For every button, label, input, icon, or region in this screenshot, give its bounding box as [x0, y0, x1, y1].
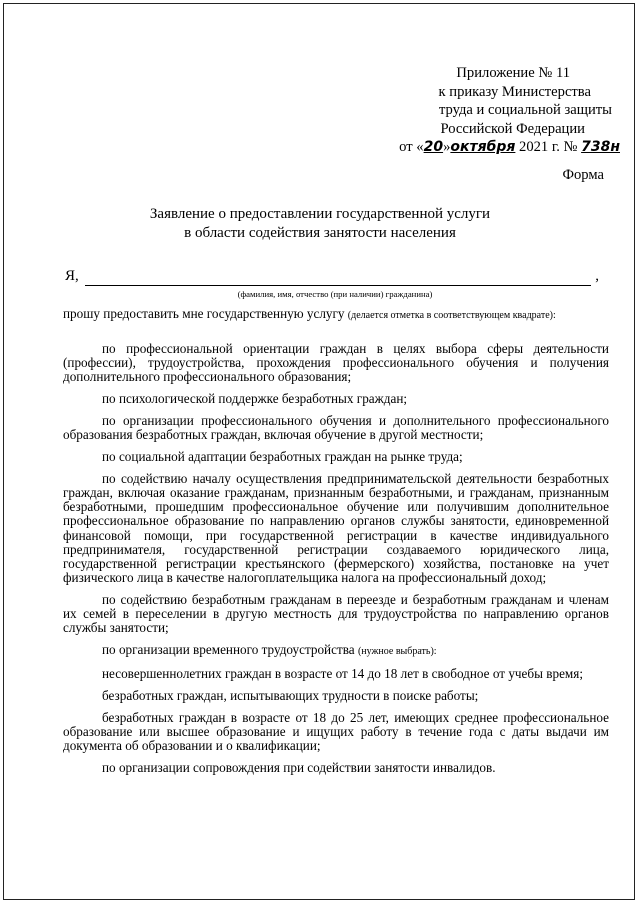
- service-option[interactable]: [63, 761, 609, 775]
- service-option-text: по социальной адаптации безработных граждан на рынке труда;: [102, 449, 463, 464]
- applicant-name-field[interactable]: [85, 285, 591, 286]
- service-option[interactable]: [63, 472, 609, 586]
- service-option[interactable]: [63, 593, 609, 636]
- service-option-note: (нужное выбрать):: [357, 646, 437, 658]
- service-option-text: несовершеннолетних граждан в возрасте от 14 до 18 лет в свободное от учебы время;: [102, 666, 584, 682]
- service-option[interactable]: [63, 667, 609, 681]
- service-option[interactable]: [63, 643, 609, 659]
- service-option-text: по содействию началу осуществления предпринимательской деятельности безработных граждан, включая оказание гражданам, признанным безработными, и гражданам, признанным безработными, прошедшим профессиональное обучение или получившим дополнительное профессиональное образование по направлению органов службы занятости, единовременной финансовой помощи, при государственной регистрации в качестве индивидуального предпринимателя, государственной регистрации создаваемого юридического лица, государственной регистрации крестьянского (фермерского) хозяйства, постановке на учет физического лица в качестве налогоплательщика налога на профессиональный доход;: [63, 470, 609, 586]
- applicant-suffix: ,: [595, 268, 599, 284]
- applicant-caption: (фамилия, имя, отчество (при наличии) гражданина): [237, 289, 433, 299]
- appendix-line: труда и социальной защиты: [438, 102, 612, 118]
- appendix-line: Российской Федерации: [440, 120, 585, 137]
- appendix-line: к приказу Министерства: [438, 83, 591, 100]
- service-options-list: [63, 342, 609, 783]
- service-option-text: безработных граждан, испытывающих трудности в поиске работы;: [102, 687, 479, 703]
- service-option-text: по организации временного трудоустройства: [102, 642, 358, 658]
- title-line: Заявление о предоставлении государственной услуги: [149, 206, 491, 222]
- appendix-line: Приложение № 11: [456, 65, 570, 81]
- document-title: [0, 205, 640, 242]
- service-option-text: по организации профессионального обучения и дополнительного профессионального образования безработных граждан, включая обучение в другой местности;: [63, 413, 609, 443]
- date-year: 2021 г. №: [515, 139, 582, 155]
- handwritten-month: октября: [450, 139, 516, 155]
- handwritten-day: 20: [423, 139, 444, 155]
- service-option[interactable]: [63, 414, 609, 442]
- request-text: прошу предоставить мне государственную услугу: [63, 306, 348, 321]
- request-line: [63, 306, 623, 322]
- service-option[interactable]: [63, 711, 609, 754]
- date-prefix: от «: [399, 139, 424, 155]
- title-line: в области содействия занятости населения: [184, 224, 456, 241]
- date-mid: »: [443, 139, 451, 155]
- service-option[interactable]: [63, 342, 609, 385]
- applicant-name-row: [65, 268, 605, 290]
- order-date-line: [330, 138, 620, 157]
- service-option-text: по организации сопровождения при содействии занятости инвалидов.: [102, 759, 496, 775]
- service-option-text: безработных граждан в возрасте от 18 до 25 лет, имеющих среднее профессиональное образование или высшее образование и ищущих работу в течение года с даты выдачи им документа об образовании и о квалификации;: [63, 709, 609, 754]
- service-option-text: по психологической поддержке безработных граждан;: [102, 391, 408, 407]
- handwritten-number: 738н: [581, 139, 620, 155]
- service-option[interactable]: [63, 689, 609, 703]
- service-option-text: по профессиональной ориентации граждан в целях выбора сферы деятельности (профессии), трудоустройства, прохождения профессионального обучения и получения дополнительного профессионального образования;: [63, 341, 609, 385]
- applicant-prefix: Я,: [65, 268, 79, 284]
- appendix-block: [330, 64, 620, 157]
- request-note: (делается отметка в соответствующем квадрате):: [347, 310, 556, 321]
- service-option[interactable]: [63, 450, 609, 464]
- service-option[interactable]: [63, 392, 609, 406]
- service-option-text: по содействию безработным гражданам в переезде и безработным гражданам и членам их семей в переселении в другую местность для трудоустройства по направлению органов службы занятости;: [63, 592, 609, 636]
- form-label: Форма: [562, 167, 604, 183]
